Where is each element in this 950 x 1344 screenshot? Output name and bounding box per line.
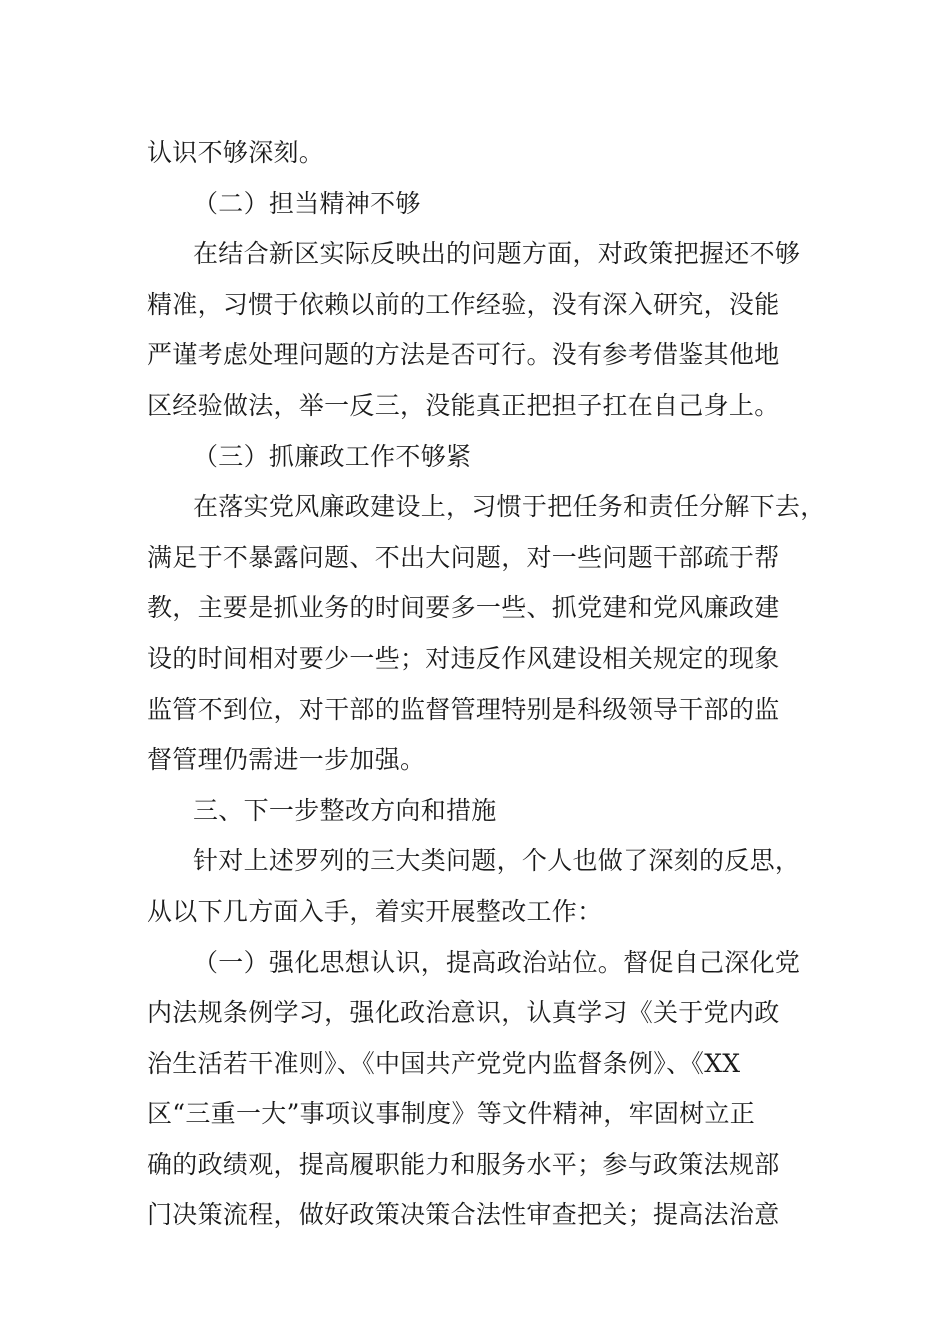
text-line: 设的时间相对要少一些；对违反作风建设相关规定的现象 (147, 643, 780, 673)
section-heading: （二）担当精神不够 (193, 188, 421, 218)
section-heading: （三）抓廉政工作不够紧 (193, 441, 472, 471)
text-line: （一）强化思想认识，提高政治站位。督促自己深化党 (193, 947, 801, 977)
text-line: 区“三重一大”事项议事制度》等文件精神，牢固树立正 (147, 1099, 756, 1129)
text-line: 在落实党风廉政建设上，习惯于把任务和责任分解下去， (193, 492, 826, 522)
text-line: 在结合新区实际反映出的问题方面，对政策把握还不够 (193, 239, 801, 269)
text-line: 严谨考虑处理问题的方法是否可行。没有参考借鉴其他地 (147, 340, 780, 370)
text-line: 区经验做法，举一反三，没能真正把担子扛在自己身上。 (147, 390, 780, 420)
text-line: 从以下几方面入手，着实开展整改工作： (147, 896, 603, 926)
text-line: 确的政绩观，提高履职能力和服务水平；参与政策法规部 (147, 1149, 780, 1179)
text-line: 门决策流程，做好政策决策合法性审查把关；提高法治意 (147, 1200, 780, 1230)
text-line: 督管理仍需进一步加强。 (147, 745, 426, 775)
text-line: 针对上述罗列的三大类问题，个人也做了深刻的反思， (193, 846, 801, 876)
section-heading: 三、下一步整改方向和措施 (193, 795, 497, 825)
text-line: 满足于不暴露问题、不出大问题，对一些问题干部疏于帮 (147, 542, 780, 572)
text-line: 内法规条例学习，强化政治意识，认真学习《关于党内政 (147, 998, 780, 1028)
text-line: 治生活若干准则》、《中国共产党党内监督条例》、《XX (147, 1048, 741, 1078)
text-line: 认识不够深刻。 (147, 138, 325, 167)
text-line: 教，主要是抓业务的时间要多一些、抓党建和党风廉政建 (147, 593, 780, 623)
text-line: 精准，习惯于依赖以前的工作经验，没有深入研究，没能 (147, 289, 780, 319)
document-body (147, 128, 826, 1241)
text-line: 监管不到位，对干部的监督管理特别是科级领导干部的监 (147, 694, 780, 724)
